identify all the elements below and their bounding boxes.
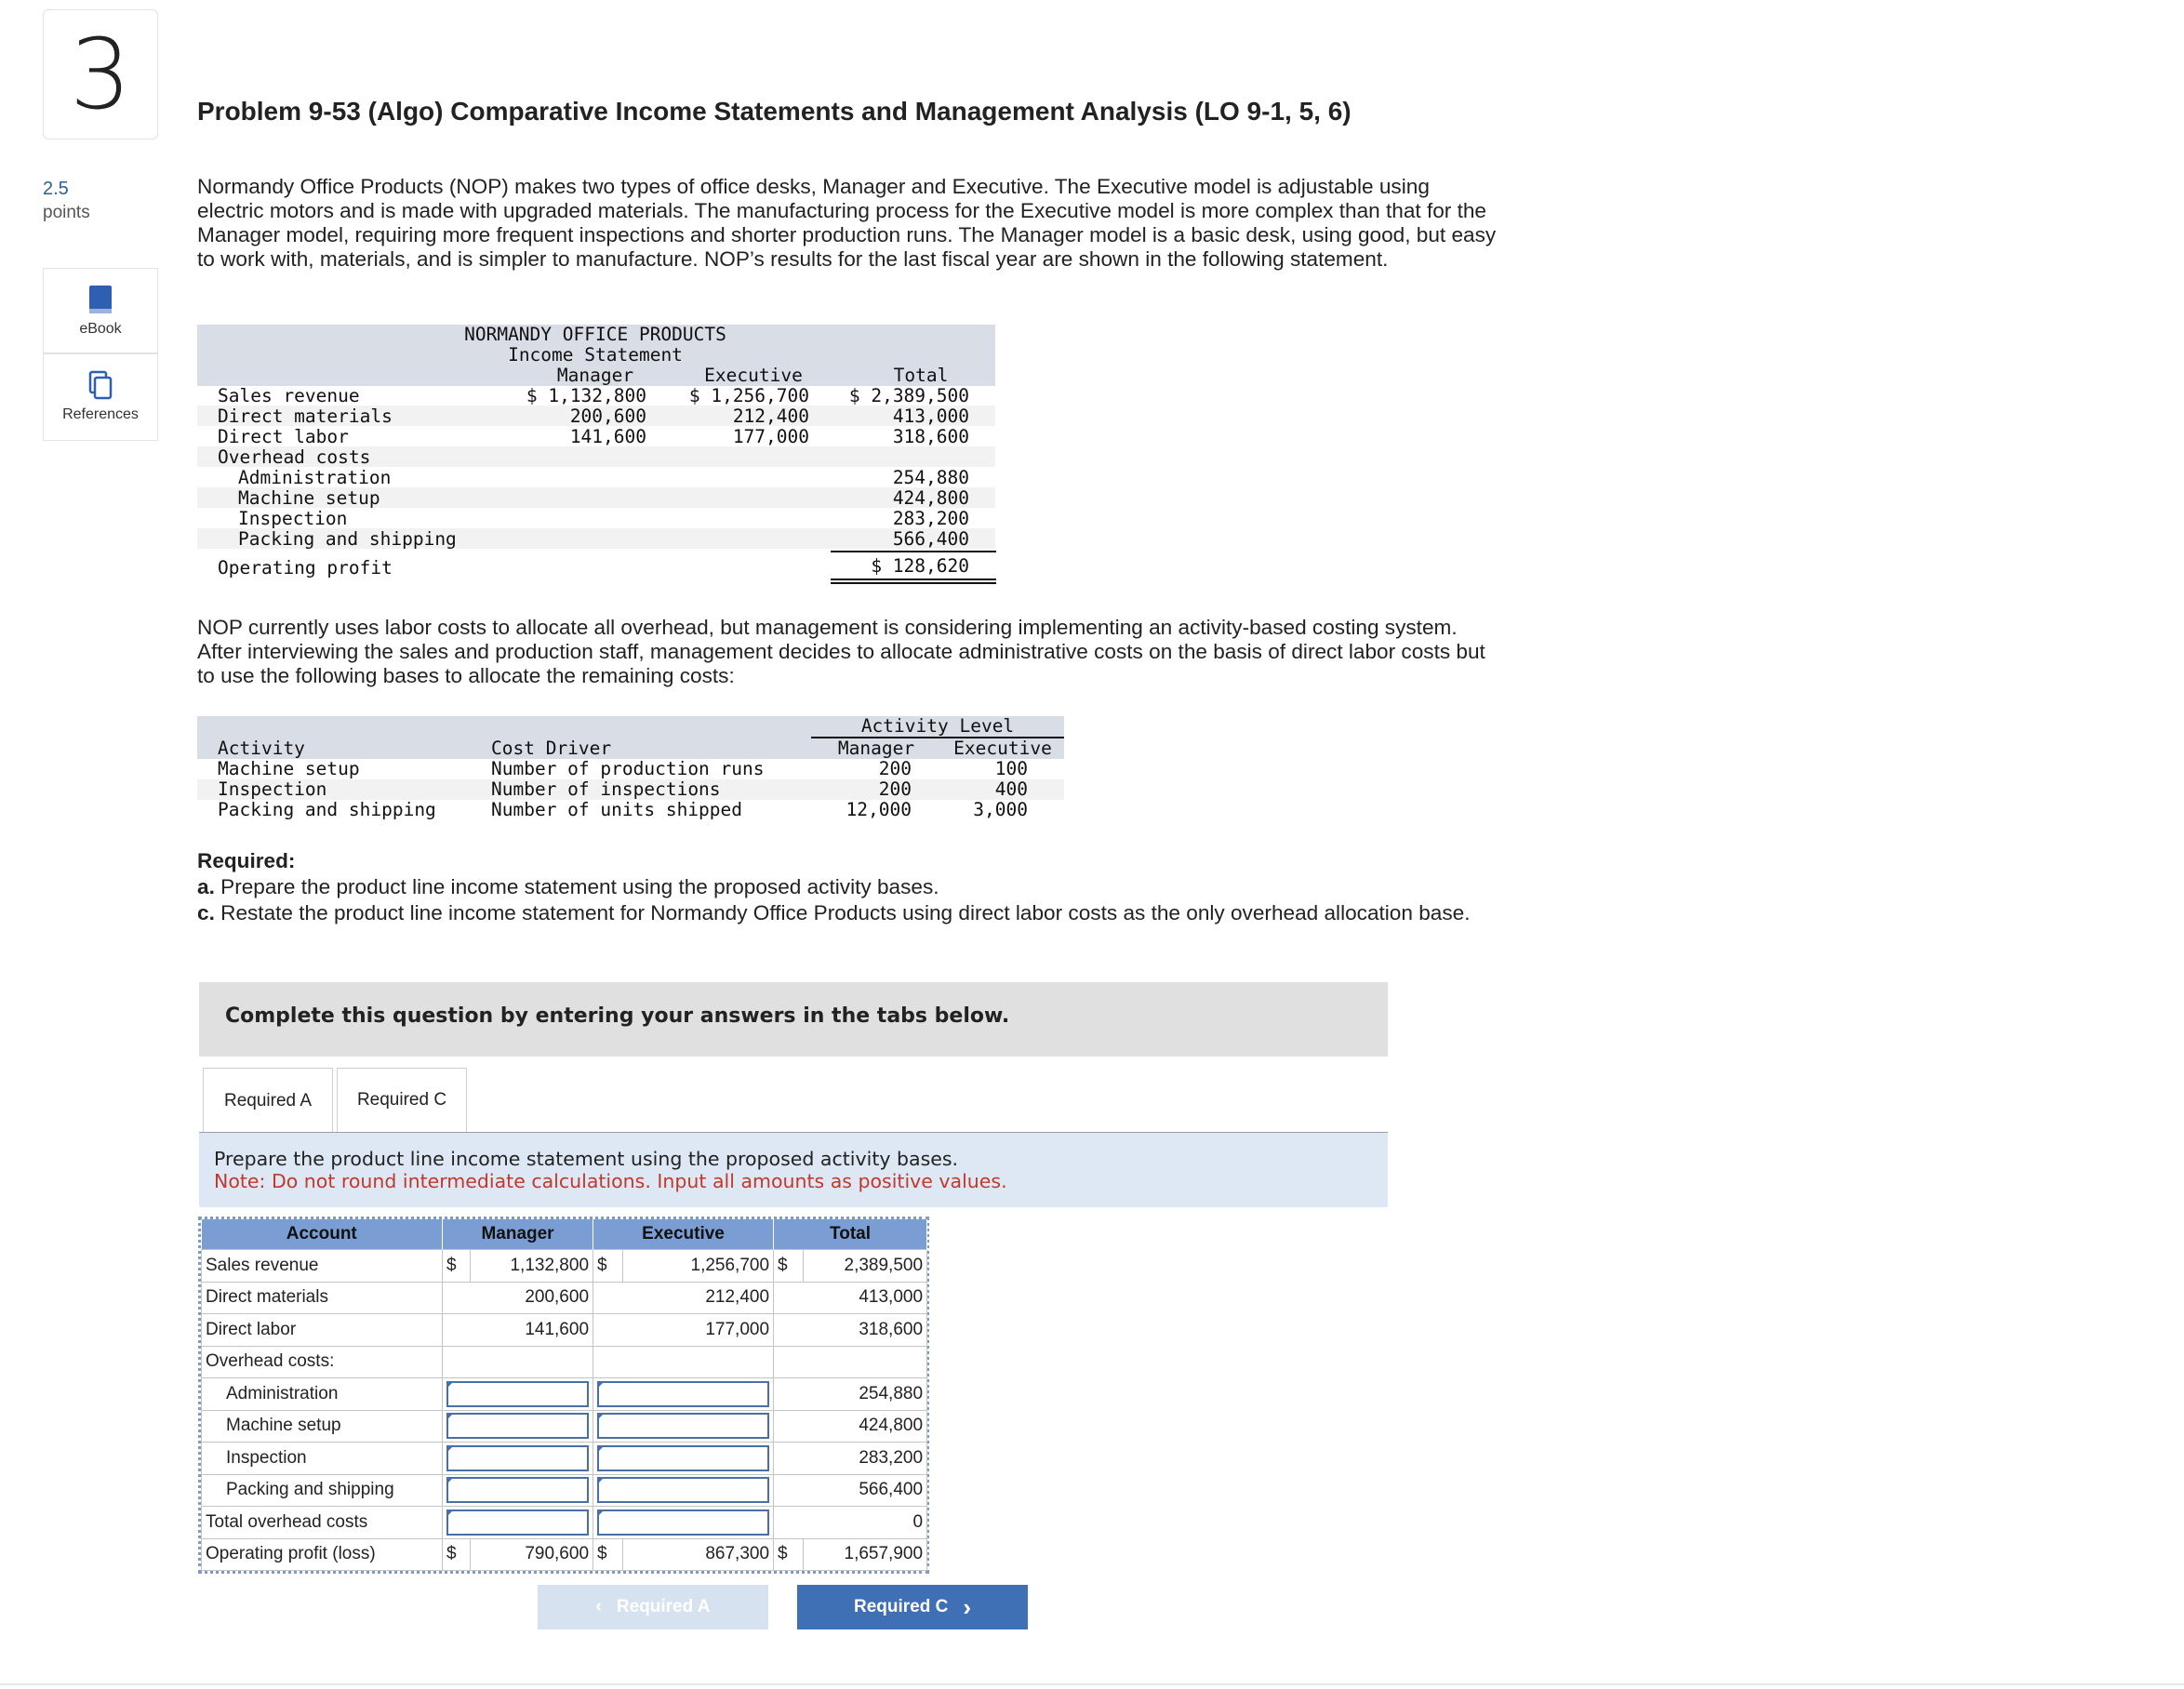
chevron-right-icon: › (963, 1592, 972, 1621)
executive-value: 867,300 (623, 1538, 774, 1571)
activity-manager: 12,000 (846, 799, 912, 820)
header-executive: Executive (593, 1219, 774, 1250)
empty-cell (443, 1346, 593, 1378)
activity-header: Activity (218, 738, 305, 759)
references-label: References (62, 406, 139, 422)
account-label: Machine setup (202, 1410, 443, 1443)
currency-symbol: $ (774, 1538, 804, 1571)
activity-executive: 3,000 (973, 799, 1028, 820)
packing-executive-input[interactable] (597, 1477, 769, 1503)
account-label: Operating profit (loss) (202, 1538, 443, 1571)
double-rule (831, 582, 996, 584)
table-row (202, 1443, 927, 1475)
currency-symbol: $ (774, 1250, 804, 1283)
question-number-box (43, 9, 158, 140)
required-heading: Required: (197, 849, 296, 872)
table-row (202, 1346, 927, 1378)
next-label: Required C (853, 1597, 949, 1616)
manager-input-cell (443, 1443, 593, 1475)
manager-input-cell (443, 1474, 593, 1507)
empty-cell (593, 1346, 774, 1378)
points-value: 2.5 (43, 179, 69, 199)
instruction-note: Note: Do not round intermediate calculations. Input all amounts as positive values. (214, 1170, 1007, 1192)
account-label: Direct labor (202, 1314, 443, 1347)
answer-table (198, 1217, 929, 1574)
row-total: 254,880 (892, 467, 969, 488)
executive-input-cell (593, 1443, 774, 1475)
double-rule (831, 579, 996, 580)
account-label: Packing and shipping (202, 1474, 443, 1507)
admin-executive-input[interactable] (597, 1381, 769, 1407)
references-link[interactable] (43, 353, 158, 441)
activity-driver: Number of units shipped (491, 799, 743, 820)
total-value: 566,400 (774, 1474, 927, 1507)
required-a-label: a. (197, 875, 215, 898)
account-label: Administration (202, 1378, 443, 1411)
executive-value: 212,400 (593, 1282, 774, 1314)
currency-symbol: $ (443, 1250, 471, 1283)
row-executive: $ 1,256,700 (688, 385, 809, 406)
account-label: Inspection (202, 1443, 443, 1475)
points-label: points (43, 203, 90, 222)
prev-button[interactable] (538, 1585, 768, 1629)
instruction-panel (199, 1133, 1388, 1207)
row-total: 566,400 (892, 528, 969, 550)
total-rule (831, 551, 996, 552)
total-value: 318,600 (774, 1314, 927, 1347)
row-total: 413,000 (892, 406, 969, 427)
driver-header: Cost Driver (491, 738, 612, 759)
table-row (202, 1410, 927, 1443)
required-a (197, 874, 1499, 900)
tab-required-c[interactable]: Required C (337, 1068, 467, 1133)
row-label: Packing and shipping (238, 528, 457, 550)
tab-required-a[interactable]: Required A (203, 1068, 333, 1133)
activity-manager: 200 (878, 758, 912, 779)
col-header-total: Total (893, 365, 949, 386)
manager-input-cell (443, 1507, 593, 1539)
header-manager: Manager (443, 1219, 593, 1250)
executive-input-cell (593, 1378, 774, 1411)
row-total: 283,200 (892, 508, 969, 529)
row-label: Machine setup (238, 487, 380, 509)
prev-label: Required A (616, 1597, 711, 1616)
book-icon (87, 284, 114, 315)
col-header-manager: Manager (556, 365, 634, 386)
chevron-left-icon: ‹ (595, 1597, 602, 1616)
account-label: Sales revenue (202, 1250, 443, 1283)
row-total: $ 2,389,500 (848, 385, 969, 406)
manager-value: 1,132,800 (471, 1250, 593, 1283)
activity-group-header: Activity Level (860, 715, 1015, 737)
row-manager: $ 1,132,800 (526, 385, 646, 406)
manager-input-cell (443, 1378, 593, 1411)
problem-title: Problem 9-53 (Algo) Comparative Income Statements and Management Analysis (LO 9-1, 5, 6) (197, 97, 1352, 126)
table-row (202, 1474, 927, 1507)
activity-manager: 200 (878, 778, 912, 800)
manager-value: 200,600 (443, 1282, 593, 1314)
account-label: Direct materials (202, 1282, 443, 1314)
manager-value: 790,600 (471, 1538, 593, 1571)
row-label: Administration (238, 467, 392, 488)
executive-input-cell (593, 1474, 774, 1507)
next-button[interactable] (797, 1585, 1028, 1629)
table-row (202, 1378, 927, 1411)
activity-driver: Number of inspections (491, 778, 721, 800)
total-value: 254,880 (774, 1378, 927, 1411)
complete-instructions: Complete this question by entering your answers in the tabs below. (225, 1004, 1010, 1028)
total-value: 424,800 (774, 1410, 927, 1443)
row-total: $ 128,620 (871, 555, 969, 577)
activity-name: Packing and shipping (218, 799, 436, 820)
row-label: Overhead costs (218, 446, 371, 468)
row-executive: 177,000 (732, 426, 809, 447)
total-value: 2,389,500 (804, 1250, 927, 1283)
account-label: Overhead costs: (202, 1346, 443, 1378)
row-manager: 200,600 (569, 406, 646, 427)
setup-manager-input[interactable] (446, 1413, 589, 1439)
required-section (197, 848, 1499, 926)
activity-executive: 100 (994, 758, 1028, 779)
activity-name: Machine setup (218, 758, 360, 779)
inspection-manager-input[interactable] (446, 1445, 589, 1471)
intro-paragraph: Normandy Office Products (NOP) makes two types of office desks, Manager and Executive. The Executive model is adjustable using electric motors and is made with upgraded materials. The manufacturing process for the Executive model is more complex than that for the Manager model, requiring more frequent inspections and shorter production runs. The Manager model is a basic desk, using good, but easy to work with, materials, and is simpler to manufacture. NOP’s results for the last fiscal year are shown in the following statement. (197, 175, 1497, 271)
row-label: Inspection (238, 508, 348, 529)
inspection-executive-input[interactable] (597, 1445, 769, 1471)
setup-executive-input[interactable] (597, 1413, 769, 1439)
manager-input-cell (443, 1410, 593, 1443)
table-row (202, 1250, 927, 1283)
total-overhead-manager-input[interactable] (446, 1509, 589, 1536)
instruction-text: Prepare the product line income statement using the proposed activity bases. (214, 1148, 959, 1170)
executive-header: Executive (953, 738, 1052, 759)
allocation-paragraph: NOP currently uses labor costs to allocate all overhead, but management is considering implementing an activity-based costing system. After interviewing the sales and production staff, management decides to allocate administrative costs on the basis of direct labor costs but to use the following bases to allocate the remaining costs: (197, 616, 1485, 687)
statement-company: NORMANDY OFFICE PRODUCTS (464, 324, 726, 345)
row-total: 424,800 (892, 487, 969, 509)
row-total: 318,600 (892, 426, 969, 447)
statement-subtitle: Income Statement (508, 344, 683, 366)
total-value: 0 (774, 1507, 927, 1539)
total-value: 283,200 (774, 1443, 927, 1475)
header-total: Total (774, 1219, 927, 1250)
executive-input-cell (593, 1410, 774, 1443)
activity-name: Inspection (218, 778, 327, 800)
admin-manager-input[interactable] (446, 1381, 589, 1407)
activity-driver: Number of production runs (491, 758, 765, 779)
executive-input-cell (593, 1507, 774, 1539)
required-c-label: c. (197, 901, 215, 924)
empty-cell (774, 1346, 927, 1378)
required-c-text: Restate the product line income statement for Normandy Office Products using direct labor costs as the only overhead allocation base. (214, 901, 1471, 924)
currency-symbol: $ (443, 1538, 471, 1571)
account-label: Total overhead costs (202, 1507, 443, 1539)
total-overhead-executive-input[interactable] (597, 1509, 769, 1536)
currency-symbol: $ (593, 1538, 623, 1571)
row-label: Direct materials (218, 406, 393, 427)
required-c (197, 900, 1499, 926)
row-label: Operating profit (218, 557, 393, 579)
question-number: 3 (69, 18, 132, 131)
executive-value: 177,000 (593, 1314, 774, 1347)
required-a-text: Prepare the product line income statement using the proposed activity bases. (214, 875, 939, 898)
header-account: Account (202, 1219, 443, 1250)
manager-value: 141,600 (443, 1314, 593, 1347)
row-label: Direct labor (218, 426, 349, 447)
table-row (202, 1282, 927, 1314)
activity-executive: 400 (994, 778, 1028, 800)
executive-value: 1,256,700 (623, 1250, 774, 1283)
page-bottom-divider (0, 1683, 2184, 1685)
manager-header: Manager (837, 738, 915, 759)
complete-instructions-box (199, 982, 1388, 1057)
total-value: 1,657,900 (804, 1538, 927, 1571)
col-header-executive: Executive (704, 365, 803, 386)
row-executive: 212,400 (732, 406, 809, 427)
currency-symbol: $ (593, 1250, 623, 1283)
packing-manager-input[interactable] (446, 1477, 589, 1503)
ebook-label: eBook (79, 321, 122, 337)
ebook-link[interactable] (43, 268, 158, 353)
table-row (202, 1538, 927, 1571)
row-manager: 141,600 (569, 426, 646, 447)
references-icon (87, 369, 114, 401)
total-value: 413,000 (774, 1282, 927, 1314)
row-label: Sales revenue (218, 385, 360, 406)
table-row (202, 1507, 927, 1539)
table-row (202, 1314, 927, 1347)
